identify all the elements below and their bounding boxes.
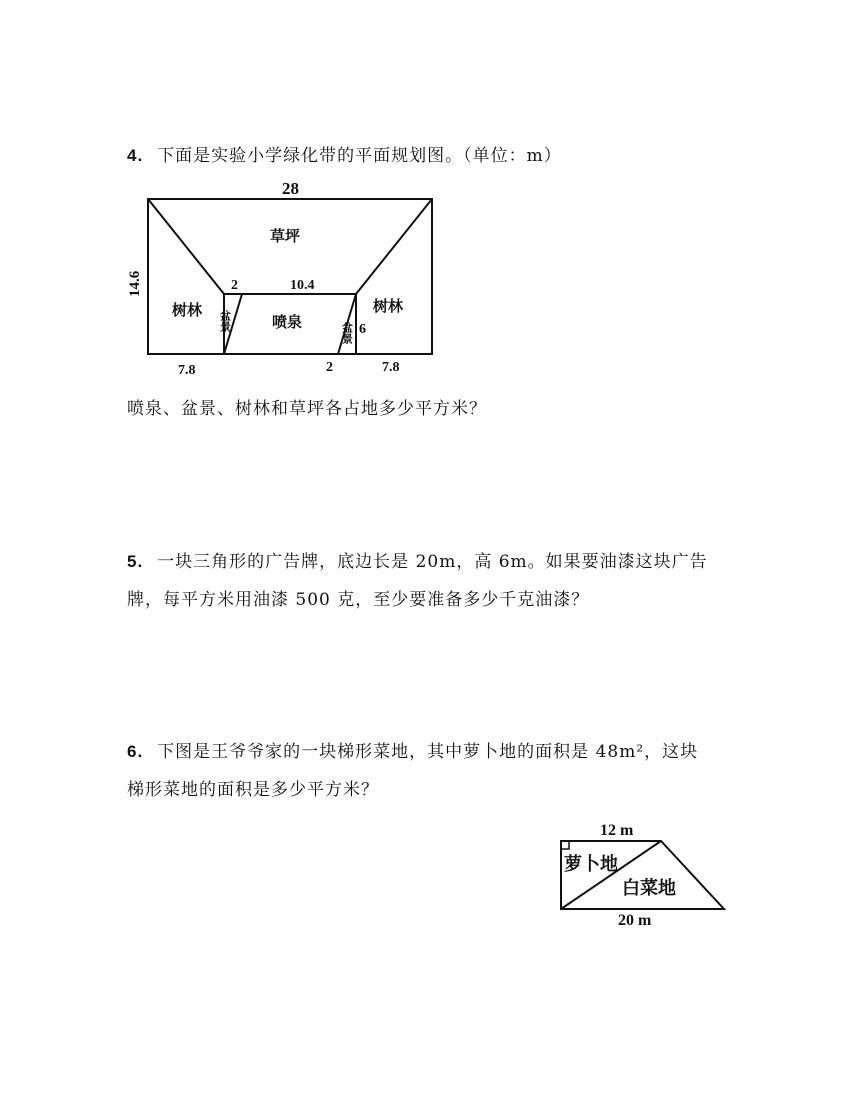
label-grass: 草坪 bbox=[270, 227, 301, 245]
right-angle-marker bbox=[561, 841, 569, 849]
trapezoid-vegetable-plot-diagram bbox=[550, 812, 735, 932]
label-cabbage-plot: 白菜地 bbox=[622, 878, 676, 899]
question-number: 4. bbox=[127, 146, 144, 165]
label-right-pot-width: 2 bbox=[326, 360, 333, 375]
label-right-pot: 盆景 bbox=[340, 322, 354, 344]
question-number: 6. bbox=[127, 742, 144, 761]
label-pot-height: 6 bbox=[359, 322, 366, 337]
label-bottom-right: 7.8 bbox=[382, 360, 400, 375]
question-5-line-1 bbox=[127, 547, 708, 572]
label-radish-plot: 萝卜地 bbox=[564, 854, 618, 875]
label-bottom-base: 20 m bbox=[618, 912, 652, 929]
left-diagonal bbox=[148, 199, 224, 294]
label-left-pot-width: 2 bbox=[231, 278, 238, 293]
label-woods-left: 树林 bbox=[172, 301, 203, 319]
question-4-question: 喷泉、盆景、树林和草坪各占地多少平方米？ bbox=[127, 399, 487, 419]
green-belt-plan-diagram bbox=[120, 175, 450, 380]
label-top-length: 28 bbox=[282, 179, 299, 198]
question-6-line-2: 梯形菜地的面积是多少平方米？ bbox=[127, 780, 379, 800]
question-text: 一块三角形的广告牌，底边长是 20m，高 6m。如果要油漆这块广告 bbox=[157, 552, 708, 572]
label-top-base: 12 m bbox=[600, 822, 634, 839]
right-diagonal bbox=[356, 199, 432, 294]
question-text: 下面是实验小学绿化带的平面规划图。（单位：m） bbox=[157, 146, 562, 166]
label-fountain-width: 10.4 bbox=[290, 278, 315, 293]
question-number: 5. bbox=[127, 552, 144, 571]
question-6-line-1 bbox=[127, 737, 698, 762]
question-4-prompt bbox=[127, 141, 562, 166]
label-left-pot: 盆景 bbox=[218, 310, 232, 332]
question-text: 下图是王爷爷家的一块梯形菜地，其中萝卜地的面积是 48m²，这块 bbox=[157, 742, 699, 762]
label-fountain: 喷泉 bbox=[272, 313, 303, 331]
label-woods-right: 树林 bbox=[373, 297, 404, 315]
label-bottom-left: 7.8 bbox=[178, 363, 196, 378]
question-5-line-2: 牌，每平方米用油漆 500 克，至少要准备多少千克油漆？ bbox=[127, 590, 590, 610]
label-height: 14.6 bbox=[127, 270, 143, 297]
